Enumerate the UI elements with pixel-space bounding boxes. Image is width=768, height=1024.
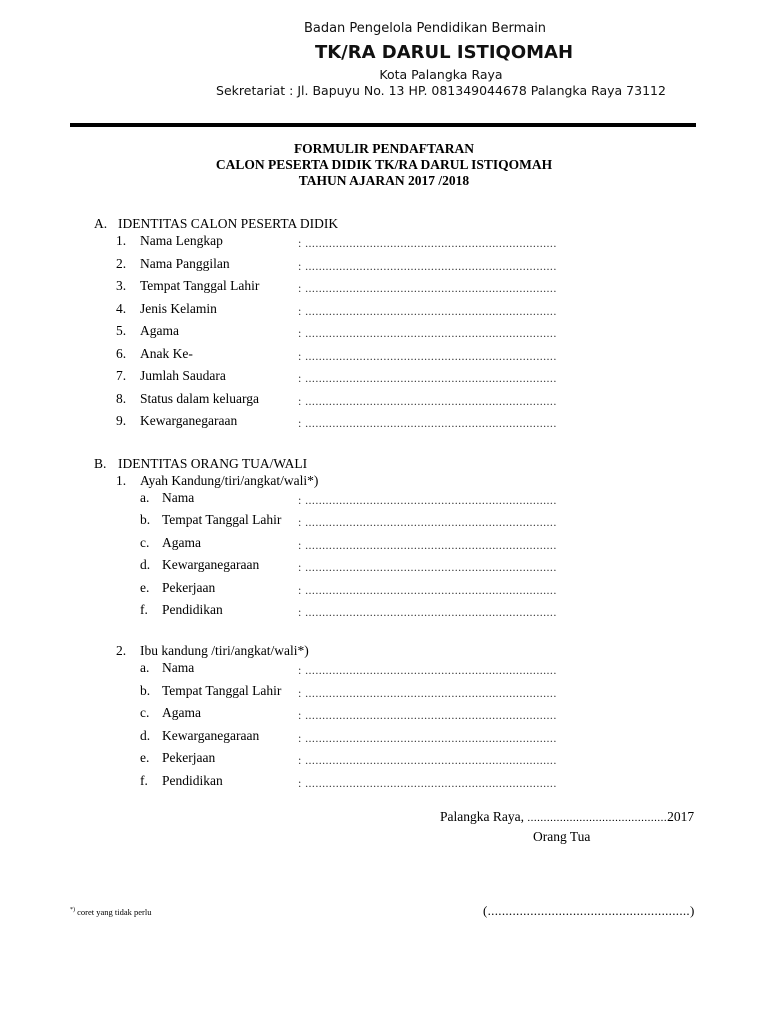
fill-in-line-ibu-agama[interactable]: : ..........................................................................	[298, 708, 557, 722]
signature-year: 2017	[667, 809, 695, 824]
city-name: Kota Palangka Raya	[379, 67, 503, 82]
field-letter: c.	[140, 535, 150, 550]
form-title-line-2: CALON PESERTA DIDIK TK/RA DARUL ISTIQOMAH	[215, 157, 553, 172]
fill-in-line-ayah-agama[interactable]: : ..........................................................................	[298, 538, 557, 552]
section-b-marker: B.	[94, 456, 107, 471]
field-label: Jenis Kelamin	[140, 301, 217, 316]
footnote-mark: *)	[70, 907, 75, 914]
field-label: Status dalam keluarga	[140, 391, 259, 406]
fill-in-line-nama-panggilan[interactable]: : ..........................................................................	[298, 259, 557, 273]
field-label: Agama	[140, 323, 179, 338]
fill-in-line-ibu-pekerjaan[interactable]: : ..........................................................................	[298, 753, 557, 767]
field-number: 6.	[116, 346, 127, 361]
field-label: Nama Panggilan	[140, 256, 230, 271]
field-label: Nama	[162, 490, 195, 505]
secretariat-address: Sekretariat : Jl. Bapuyu No. 13 HP. 081349044678 Palangka Raya 73112	[216, 83, 666, 98]
field-number: 3.	[116, 278, 127, 293]
field-label: Pekerjaan	[162, 750, 216, 765]
field-label: Kewarganegaraan	[162, 728, 260, 743]
field-number: 9.	[116, 413, 127, 428]
field-number: 8.	[116, 391, 127, 406]
letterhead-divider	[70, 123, 696, 127]
signer-label: Orang Tua	[533, 829, 591, 844]
fill-in-line-ibu-ttl[interactable]: : ..........................................................................	[298, 686, 557, 700]
section-a-title: IDENTITAS CALON PESERTA DIDIK	[118, 216, 339, 231]
form-title-line-1: FORMULIR PENDAFTARAN	[293, 141, 475, 156]
field-number: 4.	[116, 301, 127, 316]
footnote	[70, 907, 151, 917]
fill-in-line-jenis-kelamin[interactable]: : ..........................................................................	[298, 304, 557, 318]
date-fill-in-line[interactable]: ...........................................	[527, 812, 668, 824]
section-b-title: IDENTITAS ORANG TUA/WALI	[118, 456, 308, 471]
field-letter: f.	[140, 773, 148, 788]
subsection-title: Ayah Kandung/tiri/angkat/wali*)	[140, 473, 319, 488]
field-label: Pendidikan	[162, 602, 223, 617]
section-b-heading	[94, 456, 308, 472]
fill-in-line-jumlah-saudara[interactable]: : ..........................................................................	[298, 371, 557, 385]
field-number: 5.	[116, 323, 127, 338]
field-letter: d.	[140, 557, 151, 572]
field-letter: c.	[140, 705, 150, 720]
field-letter: e.	[140, 580, 150, 595]
fill-in-line-ayah-nama[interactable]: : ..........................................................................	[298, 493, 557, 507]
field-label: Kewarganegaraan	[140, 413, 238, 428]
field-label: Anak Ke-	[140, 346, 193, 361]
fill-in-line-ibu-kewarganegaraan[interactable]: : ..........................................................................	[298, 731, 557, 745]
fill-in-line-nama-lengkap[interactable]: : ..........................................................................	[298, 236, 557, 250]
fill-in-line-ibu-nama[interactable]: : ..........................................................................	[298, 663, 557, 677]
subsection-title: Ibu kandung /tiri/angkat/wali*)	[140, 643, 309, 658]
field-letter: a.	[140, 490, 150, 505]
field-label: Jumlah Saudara	[140, 368, 226, 383]
fill-in-line-agama[interactable]: : ..........................................................................	[298, 326, 557, 340]
fill-in-line-ayah-pekerjaan[interactable]: : ..........................................................................	[298, 583, 557, 597]
fill-in-line-kewarganegaraan[interactable]: : ..........................................................................	[298, 416, 557, 430]
field-number: 2.	[116, 256, 127, 271]
field-label: Tempat Tanggal Lahir	[140, 278, 260, 293]
field-letter: d.	[140, 728, 151, 743]
field-label: Tempat Tanggal Lahir	[162, 683, 282, 698]
section-a-marker: A.	[94, 216, 108, 231]
fill-in-line-ayah-kewarganegaraan[interactable]: : ..........................................................................	[298, 560, 557, 574]
field-number: 1.	[116, 233, 127, 248]
field-label: Pekerjaan	[162, 580, 216, 595]
organization-name: Badan Pengelola Pendidikan Bermain	[303, 21, 547, 36]
form-title-line-3: TAHUN AJARAN 2017 /2018	[298, 173, 470, 188]
fill-in-line-ayah-ttl[interactable]: : ..........................................................................	[298, 515, 557, 529]
fill-in-line-ibu-pendidikan[interactable]: : ..........................................................................	[298, 776, 557, 790]
field-label: Agama	[162, 535, 201, 550]
signature-place-date	[440, 809, 694, 825]
field-label: Pendidikan	[162, 773, 223, 788]
field-label: Nama Lengkap	[140, 233, 223, 248]
field-letter: b.	[140, 683, 151, 698]
subsection-number: 1.	[116, 473, 127, 488]
field-letter: f.	[140, 602, 148, 617]
field-label: Tempat Tanggal Lahir	[162, 512, 282, 527]
fill-in-line-ayah-pendidikan[interactable]: : ..........................................................................	[298, 605, 557, 619]
footnote-text: coret yang tidak perlu	[77, 907, 152, 917]
field-label: Nama	[162, 660, 195, 675]
school-name: TK/RA DARUL ISTIQOMAH	[314, 42, 574, 63]
form-title	[0, 141, 768, 189]
subsection-number: 2.	[116, 643, 127, 658]
field-number: 7.	[116, 368, 127, 383]
place-label: Palangka Raya,	[440, 809, 524, 824]
fill-in-line-status-dalam-keluarga[interactable]: : ..........................................................................	[298, 394, 557, 408]
field-letter: e.	[140, 750, 150, 765]
field-letter: a.	[140, 660, 150, 675]
fill-in-line-tempat-tanggal-lahir[interactable]: : ..........................................................................	[298, 281, 557, 295]
fill-in-line-anak-ke[interactable]: : ..........................................................................	[298, 349, 557, 363]
field-letter: b.	[140, 512, 151, 527]
field-label: Agama	[162, 705, 201, 720]
section-a-heading	[94, 216, 339, 232]
field-label: Kewarganegaraan	[162, 557, 260, 572]
signature-name-line[interactable]: (.........................................................)	[483, 903, 695, 918]
